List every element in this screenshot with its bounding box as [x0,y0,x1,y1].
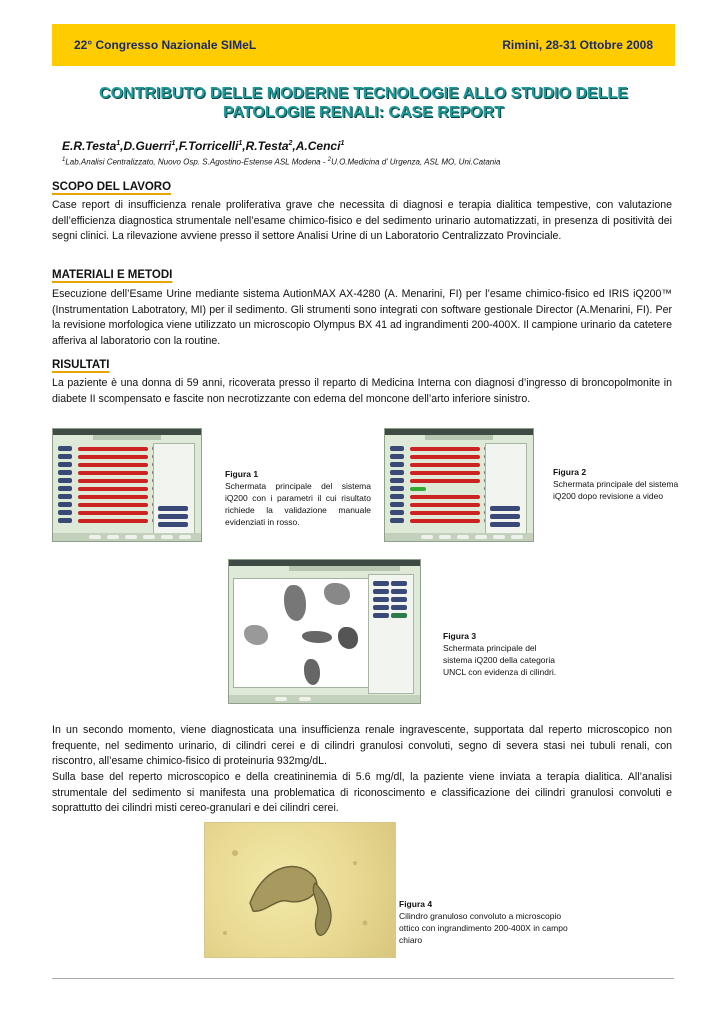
figure-4-caption [399,898,569,946]
figure-1-text: Schermata principale del sistema iQ200 con i parametri il cui risultato richiede la validazione manuale evidenziati in rosso. [225,481,371,527]
parameter-row [390,446,490,451]
screen-side-panel [368,574,414,694]
figure-4-text: Cilindro granuloso convoluto a microscopio ottico con ingrandimento 200-400X in campo chiaro [399,911,568,945]
parameter-row [58,454,158,459]
footer-divider [52,978,674,979]
cast-image [284,585,306,621]
figure-3-label: Figura 3 [443,631,477,641]
figure-2-label: Figura 2 [553,467,587,477]
parameter-row [58,510,158,515]
figure-3-text: Schermata principale del sistema iQ200 della categoria UNCL con evidenza di cilindri. [443,643,557,677]
section-text-scopo: Case report di insufficienza renale proliferativa grave che necessita di diagnosi e terapia dialitica tempestive, con valutazione dell’efficienza diagnostica strumentale nell’esame chimico-fisico e del sedimento urinario automatizzati, in presenza di positività dei segni clinici. La rilevazione avviene presso il settore Analisi Urine di un Laboratorio Centralizzato Provinciale. [52,199,672,242]
author-affiliation-mark: 1 [171,140,176,147]
screen-parameter-list [390,444,490,534]
cast-image [324,583,350,605]
screen-bottom-toolbar [229,695,420,703]
parameter-row [58,502,158,507]
parameter-row [58,486,158,491]
parameter-row [390,494,490,499]
section-text-materiali: Esecuzione dell’Esame Urine mediante sistema AutionMAX AX-4280 (A. Menarini, FI) per l’esame chimico-fisico ed IRIS iQ200™ (Instrumentation Labotratory, MI) per il sedimento. Gli strumenti sono integrati con software gestionale Director (A.Menarini, FI). Per la revisione morfologica viene utilizzato un microscopio Olympus BX 41 ad ingrandimenti 200-400X. Il campione urinario da catetere afferiva al laboratorio con la routine. [52,288,672,347]
figure-4-label: Figura 4 [399,899,433,909]
congress-place-date: Rimini, 28-31 Ottobre 2008 [502,38,653,52]
affiliation-1: Lab.Analisi Centralizzato, Nuovo Osp. S.Agostino-Estense ASL Modena - [65,157,328,167]
cast-image [302,631,332,643]
results-followup-1: In un secondo momento, viene diagnosticata una insufficienza renale ingravescente, supportata dal reperto microscopico non frequente, nel sedimento urinario, di cilindri cerei e di cilindri granulosi convoluti, segno di severa stasi nei tubuli renali, con riscontro, all’esame chimico-fisico di proteinuria 932mg/dL. [52,724,672,767]
parameter-row [390,502,490,507]
screen-tabs [289,566,400,571]
section-heading-scopo: SCOPO DEL LAVORO [52,181,172,193]
author-name: R.Testa [245,139,289,153]
granular-cast-drawing [205,823,395,957]
figure-3-screenshot [228,559,421,704]
author-affiliation-mark: 2 [288,140,293,147]
screen-side-panel [485,443,527,535]
cast-image [338,627,358,649]
figure-2-caption [553,466,693,502]
parameter-row [390,486,490,491]
affiliation-mark: 1 [62,157,66,163]
author-affiliation-mark: 1 [238,140,243,147]
header-banner [52,24,675,66]
author-list: E.R.Testa$^1$,D.Guerri$^1$,F.Torricelli$^1$,R.Testa$^2$,A.Cenci$^1$ [62,139,345,153]
parameter-row [390,454,490,459]
screen-bottom-toolbar [385,533,533,541]
figure-2-text: Schermata principale del sistema iQ200 dopo revisione a video [553,479,679,501]
author-affiliation-mark: 1 [116,140,121,147]
parameter-row [58,478,158,483]
parameter-row [58,462,158,467]
parameter-row [390,518,490,523]
author-name: D.Guerri [123,139,172,153]
parameter-row [58,494,158,499]
screen-tabs [93,435,161,440]
congress-name: 22° Congresso Nazionale SIMeL [74,38,257,52]
paper-title-line-2: PATOLOGIE RENALI: CASE REPORT [223,104,504,121]
unclassified-images-panel [233,578,371,688]
figure-2-screenshot [384,428,534,542]
figure-1-label: Figura 1 [225,469,259,479]
affiliations [62,157,500,167]
section-text-risultati: La paziente è una donna di 59 anni, ricoverata presso il reparto di Medicina Interna con diagnosi d’ingresso di broncopolmonite in diabete II scompensato e fascite non necrotizzante con edema del moncone dell’arto inferiore sinistro. [52,377,672,405]
author-name: A.Cenci [295,139,341,153]
figure-3-caption [443,630,563,678]
parameter-row [390,470,490,475]
parameter-row [390,462,490,467]
results-followup-2: Sulla base del reperto microscopico e della creatininemia di 5.6 mg/dl, la paziente viene inviata a terapia dialitica. All’analisi strumentale del sedimento si manifesta una problematica di riconoscimento e classificazione dei cilindri granulosi convoluti e soprattutto dei cilindri misti cereo-granulari e dei cilindri cerei. [52,771,672,814]
paper-title-line-1: CONTRIBUTO DELLE MODERNE TECNOLOGIE ALLO STUDIO DELLE [99,85,628,102]
figure-1-caption [225,468,371,528]
figure-4-micrograph [204,822,396,958]
paper-title [52,84,675,122]
screen-bottom-toolbar [53,533,201,541]
cast-image [304,659,320,685]
author-affiliation-mark: 1 [340,140,345,147]
affiliation-2: U.O.Medicina d’ Urgenza, ASL MO, Uni.Catania [331,157,501,167]
parameter-row [58,518,158,523]
author-name: F.Torricelli [178,139,239,153]
section-heading-materiali: MATERIALI E METODI [52,269,173,281]
screen-parameter-list [58,444,158,534]
cast-image [244,625,268,645]
parameter-row [390,510,490,515]
author-name: E.R.Testa [62,139,117,153]
section-heading-risultati: RISULTATI [52,359,110,371]
affiliation-mark: 2 [327,157,332,163]
parameter-row [58,446,158,451]
parameter-row [58,470,158,475]
screen-side-panel [153,443,195,535]
screen-tabs [425,435,493,440]
figure-1-screenshot [52,428,202,542]
parameter-row [390,478,490,483]
